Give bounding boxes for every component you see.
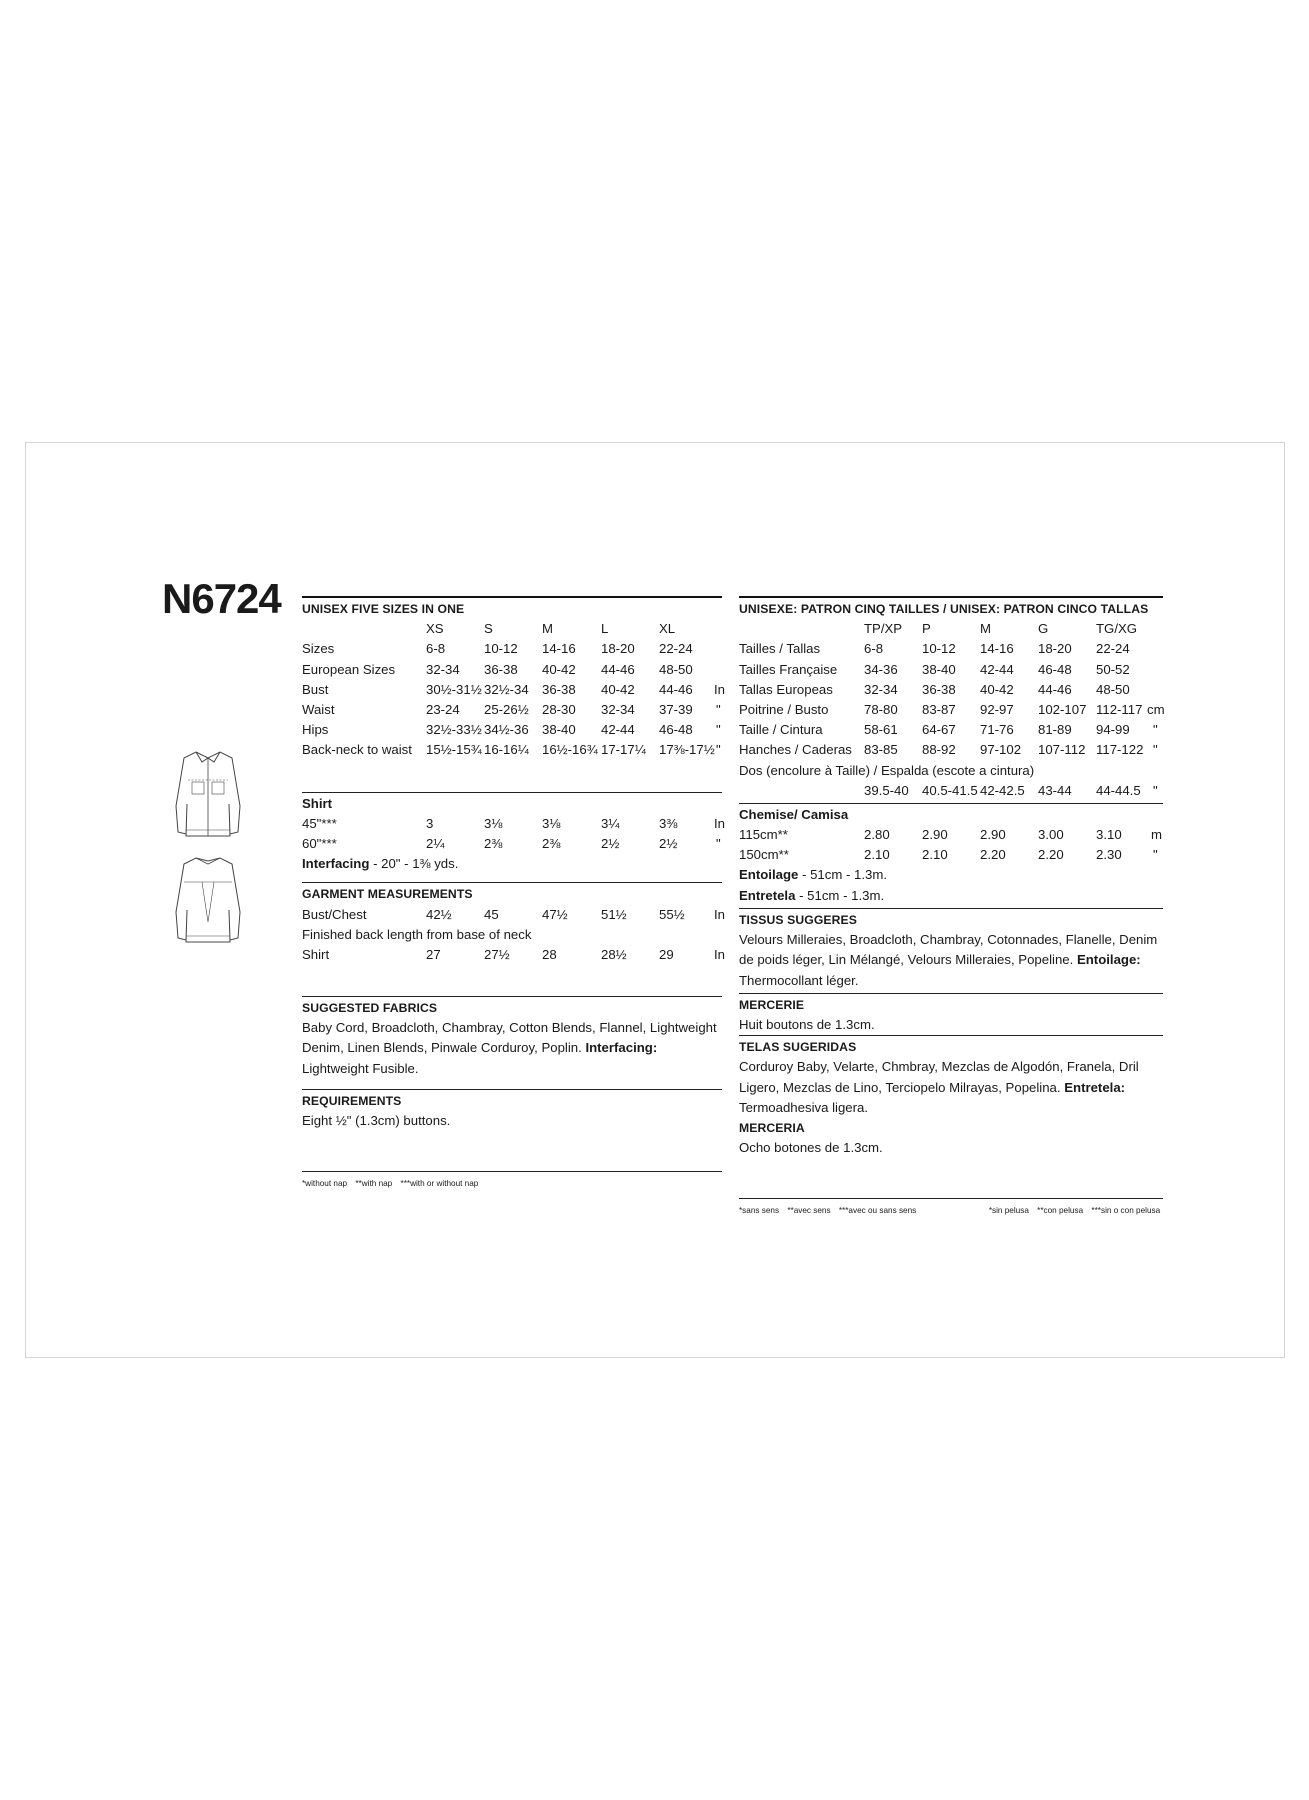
en-body-row <box>302 680 725 700</box>
cell: 38-40 <box>922 661 956 677</box>
cell: 40-42 <box>601 681 635 697</box>
footnote: **con pelusa <box>1037 1206 1084 1216</box>
cell: 28-30 <box>542 701 576 717</box>
cell: 117-122 <box>1096 742 1144 758</box>
cell: 50-52 <box>1096 661 1130 677</box>
entoilage-text: Thermocollant léger. <box>739 972 859 988</box>
fr-mercerie-section <box>739 993 1163 1035</box>
en-body-row <box>302 639 722 659</box>
cell: 40-42 <box>542 661 576 677</box>
footnote: *sans sens <box>739 1206 780 1216</box>
row-label: Hanches / Caderas <box>739 742 852 758</box>
cell: 32-34 <box>864 681 898 697</box>
es-merceria-section <box>739 1118 1163 1158</box>
cell: 43-44 <box>1038 782 1072 798</box>
cell: 2¼ <box>426 835 445 851</box>
row-label: Poitrine / Busto <box>739 701 829 717</box>
row-label: Back-neck to waist <box>302 742 412 758</box>
cell: 97-102 <box>980 742 1022 758</box>
en-fabrics-section <box>302 996 722 1079</box>
cell: 2.30 <box>1096 847 1122 863</box>
entoilage-text: - 51cm - 1.3m. <box>798 867 888 883</box>
cell: 42-44 <box>980 661 1014 677</box>
footnote: ***avec ou sans sens <box>838 1206 917 1216</box>
fr-body-row <box>739 660 1163 680</box>
fr-shirt-section <box>739 803 1163 906</box>
cell: 3⅛ <box>484 815 503 831</box>
row-label: 45"*** <box>302 815 337 831</box>
unit: " <box>1153 847 1158 863</box>
fr-yardage-row <box>739 825 1163 845</box>
fr-es-footnotes <box>739 1198 1163 1221</box>
row-label: 115cm** <box>739 827 788 843</box>
entoilage-label: Entoilage <box>739 867 799 883</box>
cell: 36-38 <box>922 681 956 697</box>
cell: 3.10 <box>1096 827 1122 843</box>
row-label: European Sizes <box>302 661 396 677</box>
en-body-row <box>302 720 722 740</box>
cell: 3⅜ <box>659 815 678 831</box>
cell: 40-42 <box>980 681 1014 697</box>
cell: 55½ <box>659 906 685 922</box>
row-label: Bust <box>302 681 329 697</box>
cell: 48-50 <box>1096 681 1130 697</box>
en-yardage-row <box>302 814 725 834</box>
row-label: Tallas Europeas <box>739 681 833 697</box>
unit: In <box>714 946 725 962</box>
row-label: Tailles / Tallas <box>739 641 821 657</box>
interfacing-text: Lightweight Fusible. <box>302 1060 419 1076</box>
cell: 16-16¼ <box>484 742 529 758</box>
fr-title: UNISEXE: PATRON CINQ TAILLES / UNISEX: PATRON CINCO TALLAS <box>739 596 1163 619</box>
unit: " <box>716 701 721 717</box>
unit: m <box>1151 827 1162 843</box>
cell: 64-67 <box>922 722 956 738</box>
es-telas-text <box>739 1057 1163 1118</box>
fr-shirt-title: Chemise/ Camisa <box>739 806 849 822</box>
cell: 92-97 <box>980 701 1014 717</box>
cell: 28 <box>542 946 557 962</box>
row-label: Bust/Chest <box>302 906 367 922</box>
cell: 2½ <box>659 835 678 851</box>
cell: 16½-16¾ <box>542 742 598 758</box>
en-body-row <box>302 660 722 680</box>
en-garment-note: Finished back length from base of neck <box>302 926 532 942</box>
en-body-row <box>302 740 722 760</box>
unit: " <box>716 835 721 851</box>
cell: 2.90 <box>922 827 948 843</box>
shirt-front-drawing <box>172 746 244 844</box>
entretela-text: - 51cm - 1.3m. <box>795 887 885 903</box>
cell: 71-76 <box>980 722 1014 738</box>
cell: 83-85 <box>864 742 898 758</box>
english-panel <box>302 596 725 1195</box>
cell: 45 <box>484 906 499 922</box>
size-header: M <box>980 621 991 637</box>
pattern-number: N6724 <box>162 575 281 622</box>
row-label: 60"*** <box>302 835 337 851</box>
en-garment-section <box>302 882 725 965</box>
cell: 44-46 <box>659 681 693 697</box>
unit: " <box>1153 722 1158 738</box>
entretela-label: Entretela: <box>1064 1079 1126 1095</box>
fr-tissus-text <box>739 930 1163 991</box>
cell: 32-34 <box>426 661 460 677</box>
cell: 44-46 <box>601 661 635 677</box>
cell: 2.10 <box>864 847 890 863</box>
en-shirt-section <box>302 792 725 875</box>
es-merceria-title: MERCERIA <box>739 1120 805 1135</box>
unit: In <box>714 681 725 697</box>
interfacing-label: Interfacing: <box>585 1040 658 1056</box>
unit: In <box>714 906 725 922</box>
row-label: Taille / Cintura <box>739 722 823 738</box>
cell: 107-112 <box>1038 742 1086 758</box>
unit: " <box>716 742 721 758</box>
cell: 18-20 <box>601 641 635 657</box>
row-label: Shirt <box>302 946 330 962</box>
cell: 102-107 <box>1038 701 1087 717</box>
size-header: G <box>1038 621 1049 637</box>
es-merceria-text: Ocho botones de 1.3cm. <box>739 1140 883 1156</box>
fr-tissus-title: TISSUS SUGGERES <box>739 912 857 927</box>
fr-back-row <box>739 781 1163 801</box>
cell: 48-50 <box>659 661 693 677</box>
footnote: **with nap <box>355 1179 393 1189</box>
cell: 44-46 <box>1038 681 1072 697</box>
cell: 29 <box>659 946 674 962</box>
cell: 3.00 <box>1038 827 1064 843</box>
size-header: TP/XP <box>864 621 903 637</box>
cell: 42-42.5 <box>980 782 1025 798</box>
cell: 36-38 <box>484 661 518 677</box>
en-shirt-title: Shirt <box>302 795 333 811</box>
cell: 83-87 <box>922 701 956 717</box>
fr-entoilage <box>739 865 1163 885</box>
size-header: XS <box>426 621 444 637</box>
fr-body-row <box>739 700 1163 720</box>
cell: 6-8 <box>426 641 446 657</box>
cell: 32-34 <box>601 701 635 717</box>
cell: 2⅜ <box>542 835 561 851</box>
unit: " <box>1153 782 1158 798</box>
french-spanish-panel <box>739 596 1163 1222</box>
en-requirements-section <box>302 1089 722 1131</box>
fr-body-row <box>739 639 1163 659</box>
en-body-row <box>302 700 722 720</box>
fr-back-label: Dos (encolure à Taille) / Espalda (escote a cintura) <box>739 762 1035 778</box>
en-size-header-row <box>302 619 722 639</box>
size-header: TG/XG <box>1096 621 1138 637</box>
en-req-text: Eight ½" (1.3cm) buttons. <box>302 1113 451 1129</box>
entretela-label: Entretela <box>739 887 796 903</box>
cell: 38-40 <box>542 722 576 738</box>
cell: 14-16 <box>980 641 1014 657</box>
cell: 17-17¼ <box>601 742 646 758</box>
fabrics-list: Baby Cord, Broadcloth, Chambray, Cotton Blends, Flannel, Lightweight Denim, Linen Blends, Pinwale Corduroy, Poplin. <box>302 1020 717 1056</box>
en-fabrics-text <box>302 1018 722 1079</box>
cell: 42-44 <box>601 722 635 738</box>
cell: 22-24 <box>659 641 693 657</box>
es-telas-title: TELAS SUGERIDAS <box>739 1040 857 1055</box>
entretela-text: Termoadhesiva ligera. <box>739 1099 869 1115</box>
cell: 15½-15¾ <box>426 742 482 758</box>
cell: 112-117 <box>1096 701 1143 717</box>
interfacing-text: - 20" - 1⅜ yds. <box>369 856 459 872</box>
cell: 36-38 <box>542 681 576 697</box>
cell: 39.5-40 <box>864 782 909 798</box>
cell: 27½ <box>484 946 510 962</box>
telas-list: Corduroy Baby, Velarte, Chmbray, Mezclas de Algodón, Franela, Dril Ligero, Mezclas de Lino, Terciopelo Milrayas, Popelina. <box>739 1059 1139 1095</box>
en-yardage-row <box>302 834 722 854</box>
cell: 78-80 <box>864 701 898 717</box>
en-title: UNISEX FIVE SIZES IN ONE <box>302 596 722 619</box>
en-req-title: REQUIREMENTS <box>302 1093 402 1108</box>
footnote: **avec sens <box>787 1206 831 1216</box>
cell: 3⅛ <box>542 815 561 831</box>
cell: 42½ <box>426 906 452 922</box>
cell: 2.10 <box>922 847 948 863</box>
unit: cm <box>1147 701 1165 717</box>
en-garment-title: GARMENT MEASUREMENTS <box>302 887 473 902</box>
interfacing-label: Interfacing <box>302 856 370 872</box>
cell: 17⅜-17½ <box>659 742 715 758</box>
fr-body-row <box>739 720 1163 740</box>
cell: 10-12 <box>922 641 956 657</box>
cell: 58-61 <box>864 722 898 738</box>
cell: 40.5-41.5 <box>922 782 978 798</box>
cell: 25-26½ <box>484 701 529 717</box>
cell: 2½ <box>601 835 620 851</box>
cell: 18-20 <box>1038 641 1072 657</box>
es-telas-section <box>739 1035 1163 1118</box>
cell: 2.90 <box>980 827 1006 843</box>
cell: 6-8 <box>864 641 884 657</box>
cell: 32½-34 <box>484 681 529 697</box>
fr-body-row <box>739 740 1163 760</box>
cell: 14-16 <box>542 641 576 657</box>
cell: 28½ <box>601 946 627 962</box>
cell: 34-36 <box>864 661 898 677</box>
size-header: XL <box>659 621 676 637</box>
cell: 51½ <box>601 906 627 922</box>
fr-mercerie-title: MERCERIE <box>739 997 805 1012</box>
cell: 34½-36 <box>484 722 529 738</box>
cell: 2.20 <box>980 847 1006 863</box>
footnote: *sin pelusa <box>988 1206 1029 1216</box>
size-header: M <box>542 621 553 637</box>
fr-body-row <box>739 680 1163 700</box>
es-entretela <box>739 886 1163 906</box>
cell: 23-24 <box>426 701 460 717</box>
cell: 2.80 <box>864 827 890 843</box>
fr-mercerie-text: Huit boutons de 1.3cm. <box>739 1016 875 1032</box>
fr-size-header-row <box>739 619 1163 639</box>
tissus-list: Velours Milleraies, Broadcloth, Chambray, Cotonnades, Flanelle, Denim de poids léger, Lin Mélangé, Velours Milleraies, Popeline. <box>739 932 1158 968</box>
row-label: Waist <box>302 701 335 717</box>
cell: 27 <box>426 946 441 962</box>
fr-tissus-section <box>739 908 1163 991</box>
cell: 46-48 <box>1038 661 1072 677</box>
row-label: Sizes <box>302 641 335 657</box>
shirt-back-drawing <box>172 852 244 950</box>
cell: 46-48 <box>659 722 693 738</box>
en-fabrics-title: SUGGESTED FABRICS <box>302 1001 438 1016</box>
cell: 10-12 <box>484 641 518 657</box>
entoilage-label: Entoilage: <box>1076 952 1141 968</box>
size-header: S <box>484 621 493 637</box>
cell: 94-99 <box>1096 722 1130 738</box>
fr-yardage-row <box>739 845 1163 865</box>
footnote: ***sin o con pelusa <box>1091 1206 1161 1216</box>
cell: 32½-33½ <box>426 722 482 738</box>
cell: 2.20 <box>1038 847 1064 863</box>
en-garment-row <box>302 905 725 925</box>
unit: " <box>716 722 721 738</box>
cell: 2⅜ <box>484 835 503 851</box>
row-label: Hips <box>302 722 329 738</box>
footnote: ***with or without nap <box>400 1179 479 1189</box>
unit: " <box>1153 742 1158 758</box>
unit: In <box>714 815 725 831</box>
cell: 30½-31½ <box>426 681 482 697</box>
en-interfacing <box>302 854 722 874</box>
cell: 37-39 <box>659 701 693 717</box>
row-label: 150cm** <box>739 847 789 863</box>
size-header: P <box>922 621 931 637</box>
en-footnotes <box>302 1171 722 1194</box>
en-garment-row <box>302 945 725 965</box>
footnote: *without nap <box>302 1179 348 1189</box>
cell: 22-24 <box>1096 641 1130 657</box>
cell: 44-44.5 <box>1096 782 1141 798</box>
row-label: Tailles Française <box>739 661 838 677</box>
cell: 3¼ <box>601 815 620 831</box>
cell: 88-92 <box>922 742 956 758</box>
cell: 81-89 <box>1038 722 1072 738</box>
size-header: L <box>601 621 609 637</box>
cell: 3 <box>426 815 434 831</box>
cell: 47½ <box>542 906 568 922</box>
